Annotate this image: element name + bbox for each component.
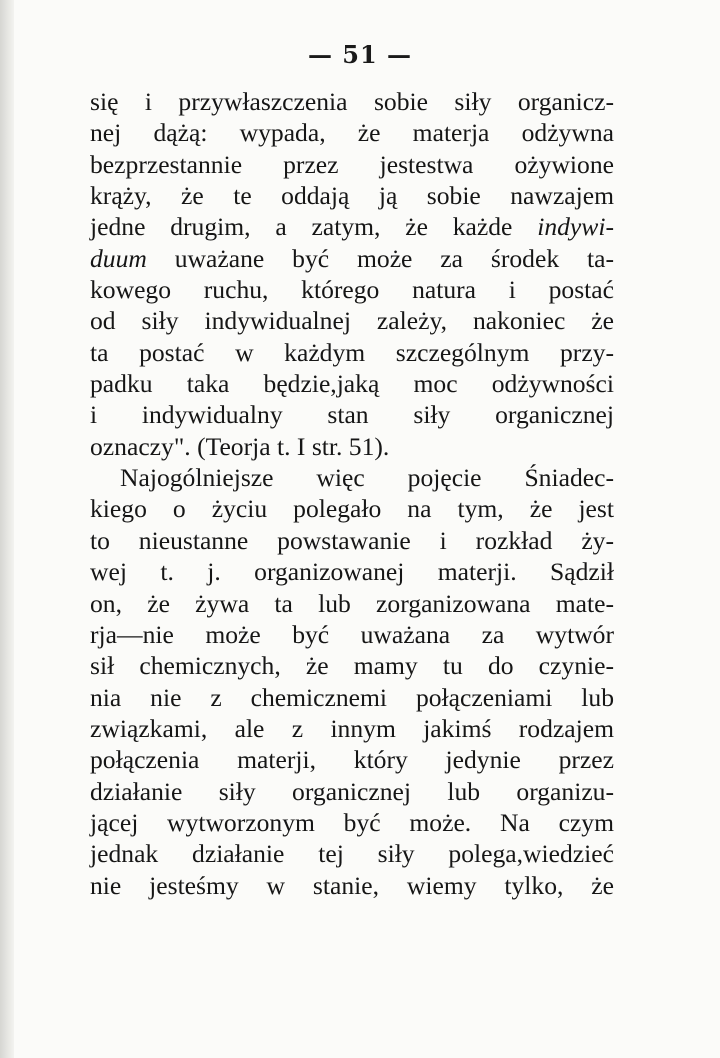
text-line: bezprzestannie przez jestestwa ożywione <box>90 149 614 179</box>
text-line: jącej wytworzonym być może. Na czym <box>90 807 614 837</box>
text-line: i indywidualny stan siły organicznej <box>90 400 614 430</box>
text-line <box>90 211 614 242</box>
text-line: ta postać w każdym szczególnym przy- <box>90 337 614 367</box>
text-line: on, że żywa ta lub zorganizowana mate- <box>90 588 614 618</box>
italic-text: indywi- <box>537 212 614 242</box>
text-line: połączenia materji, który jedynie przez <box>90 745 614 775</box>
text-line: rja—nie może być uważana za wytwór <box>90 619 614 649</box>
text-line: się i przywłaszczenia sobie siły organicz- <box>90 87 614 116</box>
text-line: padku taka będzie,jaką moc odżywności <box>90 369 614 399</box>
body-text <box>90 86 614 901</box>
text-line: kiego o życiu polegało na tym, że jest <box>90 494 614 524</box>
text-line: nej dążą: wypada, że materja odżywna <box>90 118 614 148</box>
text-line: oznaczy". (Teorja t. I str. 51). <box>90 431 390 461</box>
text-line: jednak działanie tej siły polega,wiedzieć <box>90 839 614 869</box>
text-line: krąży, że te oddają ją sobie nawzajem <box>90 181 614 211</box>
page-number: — 51 — <box>307 40 413 69</box>
text-line: kowego ruchu, którego natura i postać <box>90 275 614 305</box>
italic-text: duum <box>90 243 147 273</box>
text-line <box>90 243 614 274</box>
text-line: związkami, ale z innym jakimś rodzajem <box>90 713 614 743</box>
text-line: od siły indywidualnej zależy, nakoniec że <box>90 306 614 336</box>
text-line: nia nie z chemicznemi połączeniami lub <box>90 682 614 712</box>
text-run: jedne drugim, a zatym, że każde <box>90 212 538 242</box>
text-run: uważane być może za środek ta- <box>146 243 614 273</box>
text-line: nie jesteśmy w stanie, wiemy tylko, że <box>90 870 614 900</box>
page-binding-shadow <box>0 0 14 1058</box>
text-line: to nieustanne powstawanie i rozkład ży- <box>90 525 614 555</box>
text-line: wej t. j. organizowanej materji. Sądził <box>90 557 614 587</box>
text-line: Najogólniejsze więc pojęcie Śniadec- <box>120 463 614 493</box>
text-line: sił chemicznych, że mamy tu do czynie- <box>90 651 614 681</box>
text-line: działanie siły organicznej lub organizu- <box>90 776 614 806</box>
